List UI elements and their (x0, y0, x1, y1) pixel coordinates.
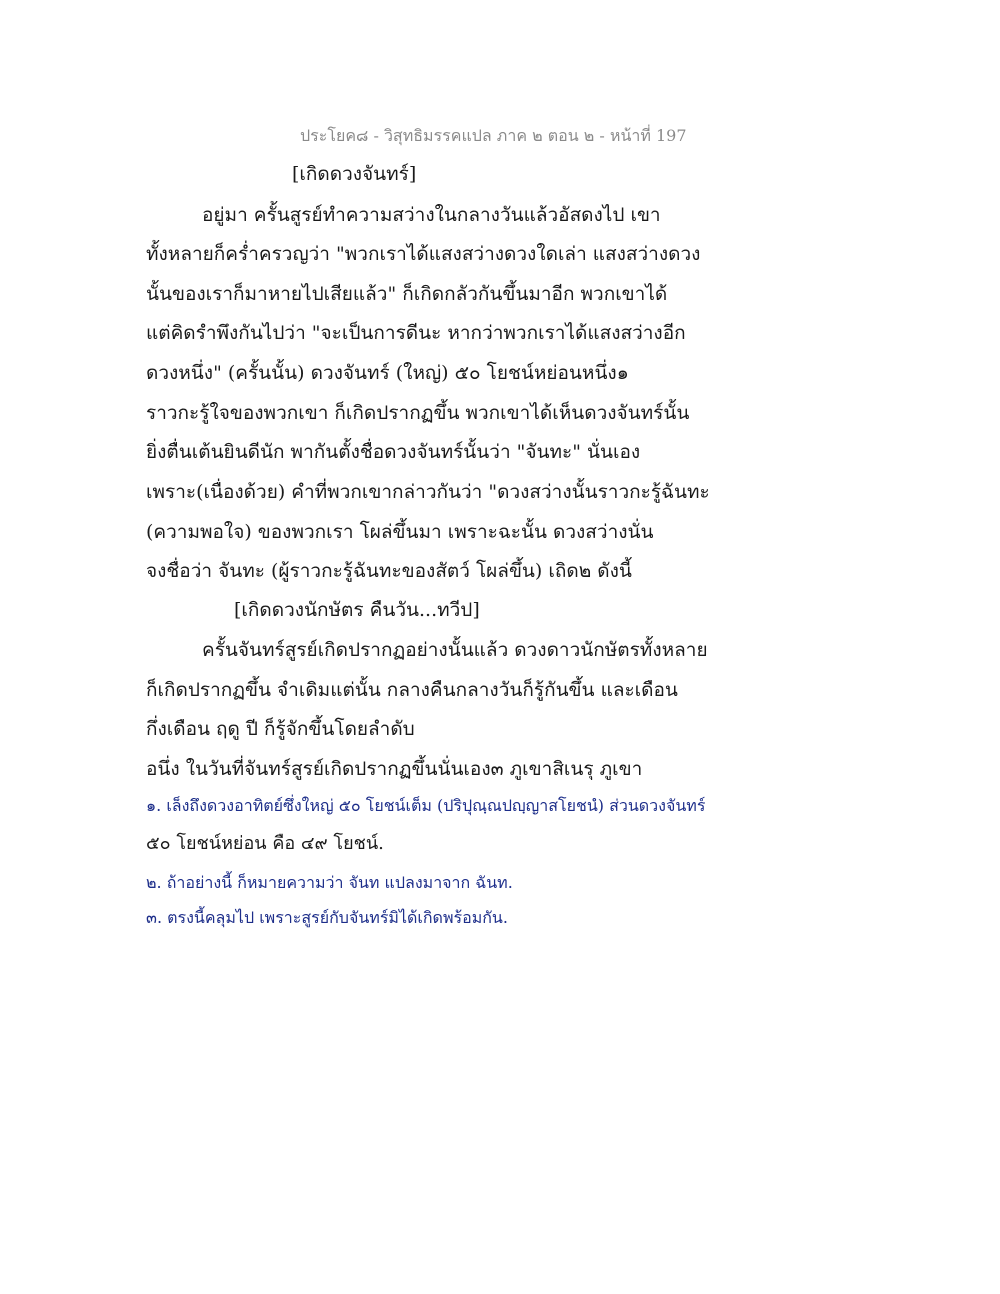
paragraph-line: ยิ่งตื่นเต้นยินดีนัก พากันตั้งชื่อดวงจันทร์นั้นว่า "จันทะ" นั่นเอง (146, 441, 641, 463)
page-header: ประโยค๘ - วิสุทธิมรรคแปล ภาค ๒ ตอน ๒ - หน้าที่ 197 (300, 126, 687, 145)
paragraph-line: ครั้นจันทร์สูรย์เกิดปรากฏอย่างนั้นแล้ว ดวงดาวนักษัตรทั้งหลาย (202, 639, 708, 661)
paragraph-line: อนึ่ง ในวันที่จันทร์สูรย์เกิดปรากฏขึ้นนั่นเอง๓ ภูเขาสิเนรุ ภูเขา (146, 758, 643, 780)
section-heading-moon: [เกิดดวงจันทร์] (292, 163, 417, 185)
paragraph-line: ราวกะรู้ใจของพวกเขา ก็เกิดปรากฏขึ้น พวกเขาได้เห็นดวงจันทร์นั้น (146, 402, 690, 424)
paragraph-line: นั้นของเราก็มาหายไปเสียแล้ว" ก็เกิดกลัวกันขึ้นมาอีก พวกเขาได้ (146, 283, 668, 305)
section-heading-stars: [เกิดดวงนักษัตร คืนวัน...ทวีป] (234, 599, 480, 621)
paragraph-line: แต่คิดรำพึงกันไปว่า "จะเป็นการดีนะ หากว่าพวกเราได้แสงสว่างอีก (146, 322, 686, 344)
paragraph-line: กึ่งเดือน ฤดู ปี ก็รู้จักขึ้นโดยลำดับ (146, 718, 415, 740)
paragraph-line: ดวงหนึ่ง" (ครั้นนั้น) ดวงจันทร์ (ใหญ่) ๕๐ โยชน์หย่อนหนึ่ง๑ (146, 362, 629, 384)
footnote-2: ๒. ถ้าอย่างนี้ ก็หมายความว่า จันท แปลงมาจาก ฉันท. (146, 873, 513, 892)
footnote-1: ๑. เล็งถึงดวงอาทิตย์ซึ่งใหญ่ ๕๐ โยชน์เต็ม (ปริปุณฺณปญฺญาสโยชนํ) ส่วนดวงจันทร์ (146, 796, 706, 815)
footnote-1-continuation: ๕๐ โยชน์หย่อน คือ ๔๙ โยชน์. (146, 833, 384, 854)
footnote-3: ๓. ตรงนี้คลุมไป เพราะสูรย์กับจันทร์มิได้เกิดพร้อมกัน. (146, 908, 508, 927)
paragraph-line: (ความพอใจ) ของพวกเรา โผล่ขึ้นมา เพราะฉะนั้น ดวงสว่างนั่น (146, 521, 654, 543)
paragraph-line: ก็เกิดปรากฏขึ้น จำเดิมแต่นั้น กลางคืนกลางวันก็รู้กันขึ้น และเดือน (146, 679, 678, 701)
paragraph-line: จงชื่อว่า จันทะ (ผู้ราวกะรู้ฉันทะของสัตว์ โผล่ขึ้น) เถิด๒ ดังนี้ (146, 560, 632, 582)
paragraph-line: ทั้งหลายก็คร่ำครวญว่า "พวกเราได้แสงสว่างดวงใดเล่า แสงสว่างดวง (146, 243, 701, 265)
paragraph-line: อยู่มา ครั้นสูรย์ทำความสว่างในกลางวันแล้วอัสดงไป เขา (202, 204, 661, 226)
paragraph-line: เพราะ(เนื่องด้วย) คำที่พวกเขากล่าวกันว่า "ดวงสว่างนั้นราวกะรู้ฉันทะ (146, 481, 710, 503)
